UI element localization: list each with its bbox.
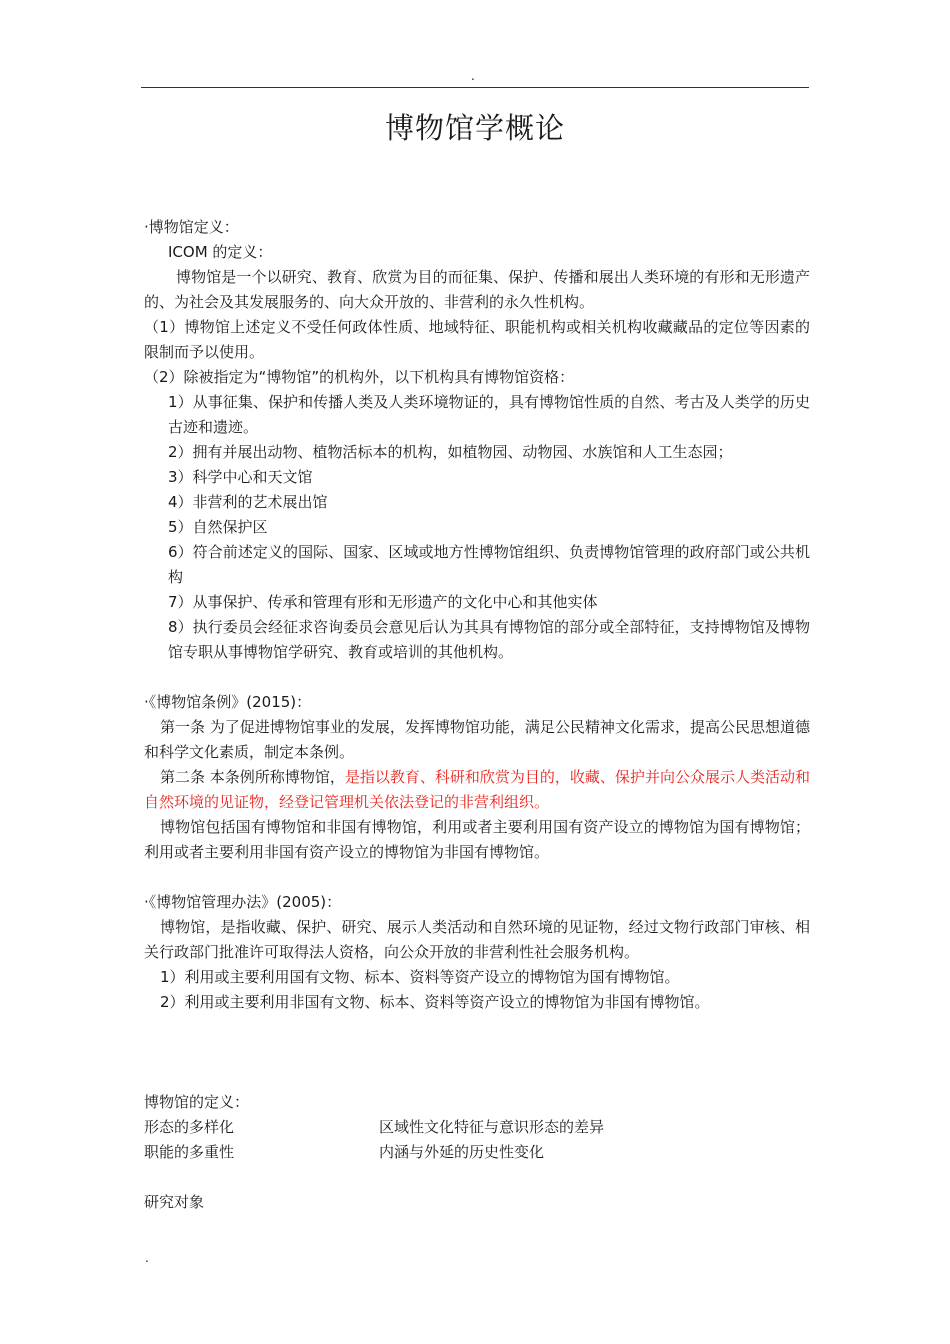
- definition-notes-row: [144, 1140, 810, 1165]
- footer-mark: .: [145, 1251, 149, 1265]
- icom-item: 3）科学中心和天文馆: [168, 468, 313, 486]
- definition-note-left: 职能的多重性: [144, 1143, 235, 1161]
- icom-item: 2）拥有并展出动物、植物活标本的机构，如植物园、动物园、水族馆和人工生态园；: [168, 443, 733, 461]
- definition-notes-heading: 博物馆的定义：: [144, 1093, 250, 1111]
- regulation-2015-heading: ·《博物馆条例》(2015)：: [144, 693, 312, 711]
- definition-note-right: 区域性文化特征与意识形态的差异: [379, 1118, 605, 1136]
- icom-clause-1: （1）博物馆上述定义不受任何政体性质、地域特征、职能机构或相关机构收藏藏品的定位等因素的限制而予以使用。: [144, 318, 810, 361]
- document-body: [144, 215, 810, 1215]
- icom-item: 4）非营利的艺术展出馆: [168, 493, 328, 511]
- icom-item: 6）符合前述定义的国际、国家、区域或地方性博物馆组织、负责博物馆管理的政府部门或公共机构: [168, 543, 810, 586]
- icom-clause-2: （2）除被指定为“博物馆”的机构外，以下机构具有博物馆资格：: [144, 368, 575, 386]
- museum-definition-heading: ·博物馆定义：: [144, 218, 239, 236]
- article-2-prefix: 第二条 本条例所称博物馆，: [160, 768, 345, 786]
- regulation-article-1: 第一条 为了促进博物馆事业的发展，发挥博物馆功能，满足公民精神文化需求，提高公民思想道德和科学文化素质，制定本条例。: [144, 718, 810, 761]
- regulation-article-2: [144, 765, 810, 815]
- page-title: 博物馆学概论: [384, 111, 565, 145]
- icom-item: 1）从事征集、保护和传播人类及人类环境物证的，具有博物馆性质的自然、考古及人类学的历史古迹和遗迹。: [168, 393, 810, 436]
- header-rule: [141, 87, 809, 88]
- article-2-highlight: 是指以教育、科研和欣赏为目的，收藏、保护并向公众展示人类活动和自然环境的见证物，经登记管理机关依法登记的非营利组织。: [144, 768, 810, 811]
- icom-item: 8）执行委员会经征求咨询委员会意见后认为其具有博物馆的部分或全部特征，支持博物馆及博物馆专职从事博物馆学研究、教育或培训的其他机构。: [168, 618, 810, 661]
- icom-item: 5）自然保护区: [168, 518, 268, 536]
- definition-note-right: 内涵与外延的历史性变化: [379, 1143, 545, 1161]
- regulation-paragraph-3: 博物馆包括国有博物馆和非国有博物馆，利用或者主要利用国有资产设立的博物馆为国有博物馆；利用或者主要利用非国有资产设立的博物馆为非国有博物馆。: [144, 818, 810, 861]
- definition-notes-row: [144, 1115, 810, 1140]
- icom-item: 7）从事保护、传承和管理有形和无形遗产的文化中心和其他实体: [168, 593, 598, 611]
- measures-item-1: 1）利用或主要利用国有文物、标本、资料等资产设立的博物馆为国有博物馆。: [160, 968, 680, 986]
- research-object-heading: 研究对象: [144, 1193, 205, 1211]
- header-mark: .: [471, 69, 475, 83]
- measures-item-2: 2）利用或主要利用非国有文物、标本、资料等资产设立的博物馆为非国有博物馆。: [160, 993, 710, 1011]
- icom-heading: ICOM 的定义：: [168, 243, 273, 261]
- measures-definition: 博物馆，是指收藏、保护、研究、展示人类活动和自然环境的见证物，经过文物行政部门审核、相关行政部门批准许可取得法人资格，向公众开放的非营利性社会服务机构。: [144, 918, 810, 961]
- definition-note-left: 形态的多样化: [144, 1118, 235, 1136]
- icom-definition: 博物馆是一个以研究、教育、欣赏为目的而征集、保护、传播和展出人类环境的有形和无形遗产的、为社会及其发展服务的、向大众开放的、非营利的永久性机构。: [144, 268, 810, 311]
- measures-2005-heading: ·《博物馆管理办法》(2005)：: [144, 893, 342, 911]
